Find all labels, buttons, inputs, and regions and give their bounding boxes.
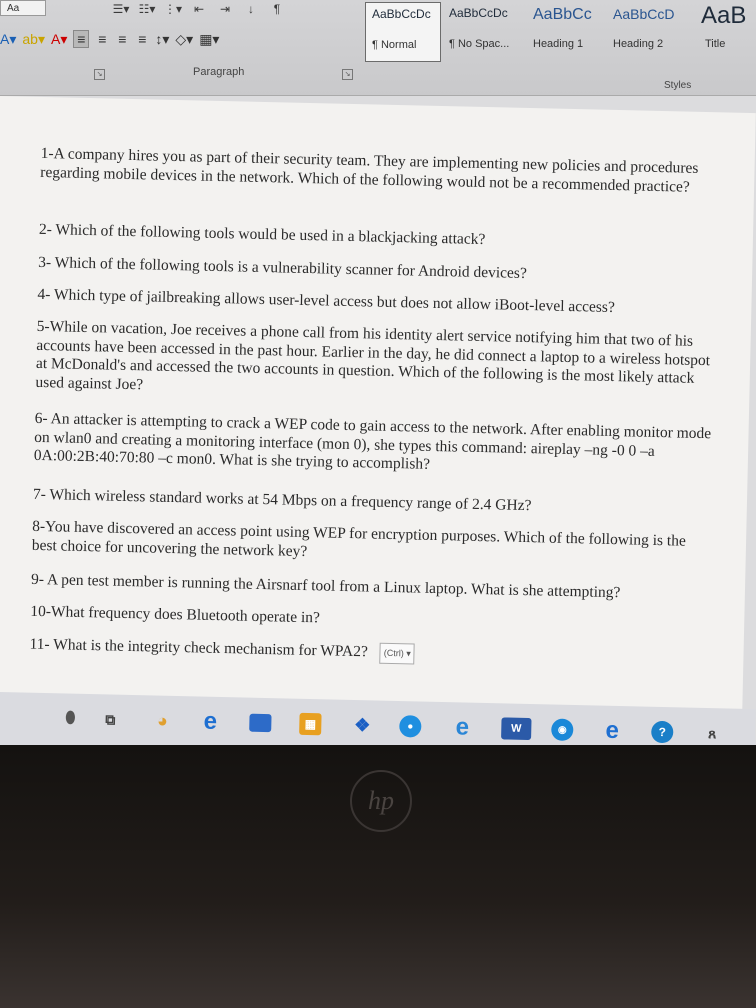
style-normal-sample: AaBbCcDc — [372, 7, 431, 21]
style-no-spacing-name: ¶ No Spac... — [449, 38, 510, 50]
question-7: 7- Which wireless standard works at 54 Mbps on a frequency range of 2.4 GHz? — [32, 485, 532, 515]
style-heading-1[interactable] — [527, 2, 605, 62]
style-title-sample: AaB — [701, 2, 747, 29]
question-6: 6- An attacker is attempting to crack a WEP code to gain access to the network. After enabling monitor mode on wlan0 and creating a monitoring interface (mon 0), she types this command: aireplay –ng -0 0 –a 0A:00:2B:40:70:80 –c mon0. What is she trying to accomplish? — [33, 409, 712, 473]
store-icon[interactable]: ▦ — [299, 713, 321, 735]
style-heading-2-name: Heading 2 — [613, 38, 664, 50]
help-icon[interactable]: ? — [651, 721, 673, 743]
style-no-spacing-sample: AaBbCcDc — [449, 6, 508, 20]
style-normal-name: ¶ Normal — [372, 39, 417, 51]
highlight-icon[interactable]: ab▾ — [22, 30, 45, 47]
question-10: 10-What frequency does Bluetooth operate in? — [30, 602, 321, 627]
question-4: 4- Which type of jailbreaking allows user-level access but does not allow iBoot-level access? — [37, 285, 616, 317]
paragraph-launcher-icon[interactable]: ↘ — [342, 69, 353, 80]
paste-options-button[interactable]: (Ctrl) ▾ — [380, 643, 415, 664]
style-heading-1-sample: AaBbCc — [533, 6, 592, 23]
styles-gallery — [365, 2, 756, 62]
increase-indent-icon[interactable]: ⇥ — [219, 2, 231, 16]
app-circle-icon[interactable]: ◉ — [551, 719, 573, 741]
people-icon[interactable]: ጸ — [707, 724, 717, 741]
bullets-icon[interactable]: ☰▾ — [112, 2, 130, 16]
text-effects-icon[interactable]: A▾ — [0, 30, 17, 47]
style-heading-1-name: Heading 1 — [533, 38, 584, 50]
style-normal[interactable] — [365, 2, 441, 62]
style-heading-2-sample: AaBbCcD — [613, 6, 675, 22]
chrome-icon[interactable]: ● — [399, 715, 421, 737]
justify-icon[interactable]: ≡ — [138, 31, 147, 47]
question-5: 5-While on vacation, Joe receives a phone call from his identity alert service notifying him that two of his accounts have been accessed in the past hour. Earlier in the day, he did connect a laptop to a wireless hotspot at McDonald's and accessed the two accounts in question. Which of the following is the most likely attack used against Joe? — [35, 317, 711, 393]
style-title-name: Title — [705, 38, 726, 50]
question-9: 9- A pen test member is running the Airsnarf tool from a Linux laptop. What is she attempting? — [30, 570, 621, 602]
ribbon — [0, 0, 756, 96]
question-3: 3- Which of the following tools is a vulnerability scanner for Android devices? — [38, 253, 528, 282]
question-1: 1-A company hires you as part of their security team. They are implementing new policies and procedures regarding mobile devices in the network. Which of the following would not be a recommended practice? — [40, 144, 699, 196]
hp-logo: hp — [350, 770, 412, 832]
question-2: 2- Which of the following tools would be used in a blackjacking attack? — [38, 220, 486, 249]
numbering-icon[interactable]: ☷▾ — [138, 2, 156, 16]
decrease-indent-icon[interactable]: ⇤ — [193, 2, 205, 16]
align-right-icon[interactable]: ≡ — [118, 31, 127, 47]
font-group-launcher-icon[interactable]: ↘ — [94, 69, 105, 80]
align-left-icon[interactable]: ≡ — [73, 30, 89, 48]
align-center-icon[interactable]: ≡ — [98, 31, 107, 47]
line-spacing-icon[interactable]: ↕▾ — [155, 30, 170, 47]
question-11 — [29, 635, 709, 671]
paint-icon[interactable]: ◕ — [156, 710, 169, 731]
multilevel-list-icon[interactable]: ⋮▾ — [163, 2, 183, 16]
edge-icon[interactable]: e — [203, 707, 218, 735]
document-page[interactable] — [0, 96, 756, 713]
font-group — [0, 0, 355, 62]
question-8: 8-You have discovered an access point using WEP for encryption purposes. Which of the following is the best choice for uncovering the network key? — [31, 517, 687, 560]
internet-explorer-icon[interactable]: e — [455, 713, 470, 741]
paragraph-group-label: Paragraph — [193, 66, 245, 78]
format-row — [0, 30, 219, 48]
task-view-icon[interactable]: ⧉ — [105, 710, 116, 728]
dropbox-icon[interactable]: ❖ — [354, 714, 371, 735]
style-no-spacing[interactable] — [443, 2, 523, 62]
shading-icon[interactable]: ◇▾ — [175, 30, 194, 47]
file-explorer-icon[interactable] — [249, 714, 271, 732]
microphone-icon[interactable]: ⬮ — [65, 709, 76, 727]
style-heading-2[interactable] — [607, 2, 687, 62]
sort-icon[interactable]: ↓ — [248, 2, 254, 16]
word-icon[interactable]: W — [501, 717, 531, 740]
paragraph-icons-row — [110, 2, 288, 16]
borders-icon[interactable]: ▦▾ — [199, 30, 220, 47]
style-title[interactable] — [695, 2, 755, 62]
font-name-box[interactable]: Aa — [0, 0, 46, 16]
edge-alt-icon[interactable]: e — [605, 716, 620, 745]
styles-group-label: Styles — [664, 80, 692, 91]
font-color-icon[interactable]: A▾ — [50, 30, 68, 47]
question-11-text: 11- What is the integrity check mechanism for WPA2? — [29, 635, 369, 661]
show-formatting-icon[interactable]: ¶ — [273, 2, 281, 16]
